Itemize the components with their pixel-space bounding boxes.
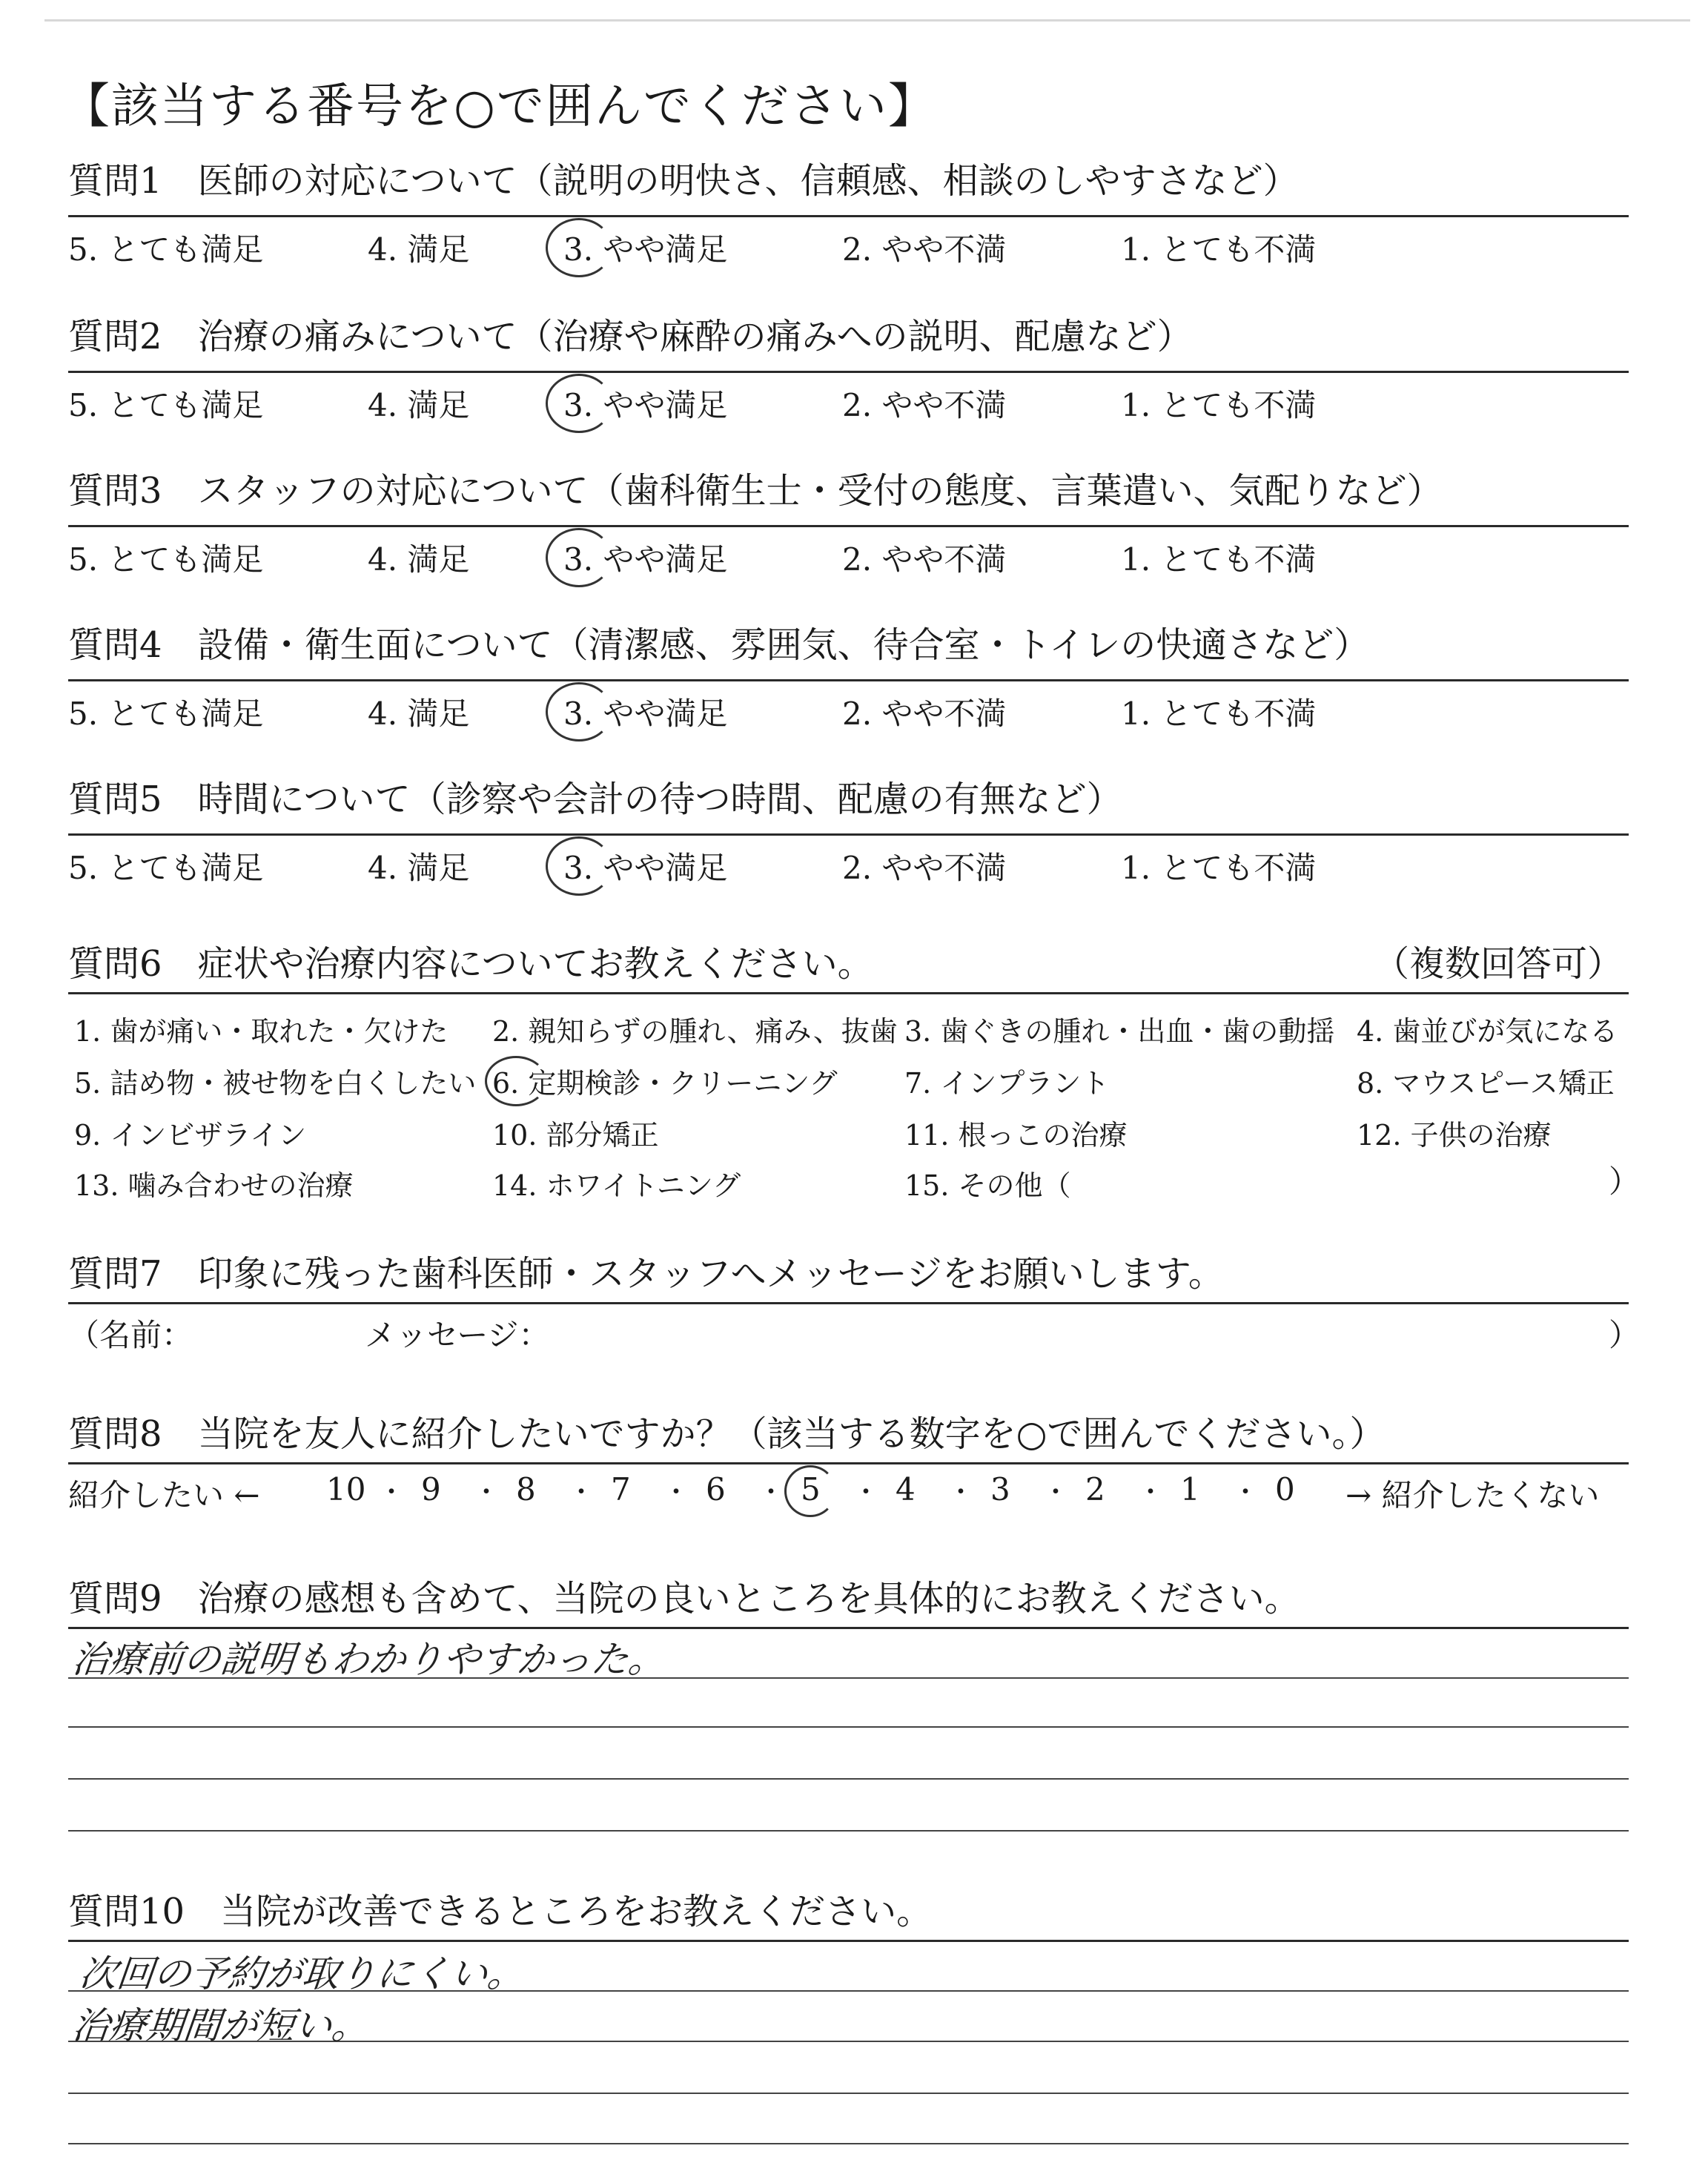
q1-option-4[interactable]: 4. 満足 — [368, 231, 470, 268]
q5-title-row — [68, 771, 1629, 829]
q1-label: 質問1 医師の対応について（説明の明快さ、信頼感、相談のしやすさなど） — [68, 160, 1299, 202]
q9-answer-line-2 — [68, 1726, 1629, 1728]
q2-selection-circle — [546, 374, 612, 433]
q10-handwritten-answer-2: 治療期間が短い。 — [70, 2004, 371, 2047]
q2-option-1[interactable]: 1. とても不満 — [1121, 387, 1317, 423]
q8-scale-separator: ・ — [663, 1477, 690, 1507]
q4-title-row — [68, 617, 1629, 675]
q6-title-row — [68, 936, 1629, 994]
q5-option-2[interactable]: 2. やや不満 — [842, 850, 1007, 886]
q4-rule — [68, 679, 1629, 681]
q10-answer-line-3 — [68, 2093, 1629, 2094]
q3-title-row — [68, 463, 1629, 521]
q8-scale-7[interactable]: 7 — [611, 1471, 631, 1507]
q2-option-3[interactable]: 3. やや満足 — [563, 387, 728, 423]
q1-option-5[interactable]: 5. とても満足 — [68, 231, 264, 268]
q9-handwritten-answer: 治療前の説明もわかりやすかった。 — [70, 1638, 668, 1681]
q8-label: 質問8 当院を友人に紹介したいですか？（該当する数字を○で囲んでください。） — [68, 1413, 1386, 1455]
q9-answer-line-4 — [68, 1830, 1629, 1832]
q3-selection-circle — [546, 528, 612, 587]
q1-rule — [68, 215, 1629, 217]
q8-left-label: 紹介したい ← — [68, 1477, 260, 1513]
q5-selection-circle — [546, 836, 612, 896]
q8-scale-separator: ・ — [1232, 1477, 1260, 1507]
q8-scale-9[interactable]: 9 — [421, 1471, 441, 1507]
q6-close-paren: ） — [1609, 1163, 1641, 1200]
q8-scale-separator: ・ — [853, 1477, 880, 1507]
q6-note: （複数回答可） — [1373, 943, 1623, 985]
q7-rule — [68, 1302, 1629, 1304]
q6-option-9[interactable]: 9. インビザライン — [74, 1119, 307, 1152]
q9-answer-line-3 — [68, 1778, 1629, 1780]
q4-option-5[interactable]: 5. とても満足 — [68, 696, 264, 732]
q3-label: 質問3 スタッフの対応について（歯科衛生士・受付の態度、言葉遣い、気配りなど） — [68, 470, 1443, 512]
top-border — [44, 19, 1690, 22]
q1-title-row — [68, 153, 1629, 211]
q6-option-5[interactable]: 5. 詰め物・被せ物を白くしたい — [74, 1067, 477, 1100]
q5-option-3[interactable]: 3. やや満足 — [563, 850, 728, 886]
q2-label: 質問2 治療の痛みについて（治療や麻酔の痛みへの説明、配慮など） — [68, 316, 1193, 357]
q6-option-10[interactable]: 10. 部分矯正 — [492, 1119, 659, 1152]
q6-option-8[interactable]: 8. マウスピース矯正 — [1357, 1067, 1615, 1100]
q5-option-5[interactable]: 5. とても満足 — [68, 850, 264, 886]
q4-option-1[interactable]: 1. とても不満 — [1121, 696, 1317, 732]
q6-option-13[interactable]: 13. 噛み合わせの治療 — [74, 1169, 354, 1202]
q9-title-row — [68, 1571, 1629, 1628]
q6-option-11[interactable]: 11. 根っこの治療 — [904, 1119, 1128, 1152]
q2-option-5[interactable]: 5. とても満足 — [68, 387, 264, 423]
q8-scale-3[interactable]: 3 — [990, 1471, 1010, 1507]
q3-rule — [68, 525, 1629, 527]
q3-option-1[interactable]: 1. とても不満 — [1121, 541, 1317, 578]
q8-selection-circle — [784, 1465, 836, 1517]
q8-scale-separator: ・ — [1137, 1477, 1165, 1507]
q3-option-2[interactable]: 2. やや不満 — [842, 541, 1007, 578]
q6-rule — [68, 992, 1629, 994]
q8-scale-separator: ・ — [947, 1477, 975, 1507]
q7-message-label: メッセージ： — [365, 1317, 550, 1353]
q10-label: 質問10 当院が改善できるところをお教えください。 — [68, 1891, 933, 1932]
q10-rule — [68, 1940, 1629, 1942]
q7-close-paren: ） — [1609, 1317, 1641, 1353]
q6-option-12[interactable]: 12. 子供の治療 — [1357, 1119, 1552, 1152]
q6-option-4[interactable]: 4. 歯並びが気になる — [1357, 1015, 1618, 1048]
q1-option-1[interactable]: 1. とても不満 — [1121, 231, 1317, 268]
q8-scale-6[interactable]: 6 — [706, 1471, 726, 1507]
q6-option-7[interactable]: 7. インプラント — [904, 1067, 1110, 1100]
q8-scale-separator: ・ — [758, 1477, 785, 1507]
q6-selection-circle — [485, 1056, 547, 1106]
q8-scale-separator: ・ — [378, 1477, 406, 1507]
q8-scale-5[interactable]: 5 — [801, 1471, 821, 1507]
q10-title-row — [68, 1883, 1629, 1941]
q3-option-5[interactable]: 5. とても満足 — [68, 541, 264, 578]
q8-scale-separator: ・ — [473, 1477, 500, 1507]
q4-selection-circle — [546, 682, 612, 742]
q6-option-14[interactable]: 14. ホワイトニング — [492, 1169, 741, 1202]
form-header: 【該当する番号を○で囲んでください】 — [62, 79, 937, 134]
q10-answer-line-4 — [68, 2143, 1629, 2144]
q10-handwritten-answer-1: 次回の予約が取りにくい。 — [77, 1952, 527, 1995]
q7-title-row — [68, 1246, 1629, 1304]
q9-label: 質問9 治療の感想も含めて、当院の良いところを具体的にお教えください。 — [68, 1578, 1300, 1619]
q6-option-2[interactable]: 2. 親知らずの腫れ、痛み、抜歯 — [492, 1015, 898, 1048]
q8-rule — [68, 1462, 1629, 1464]
q7-name-label: （名前： — [68, 1317, 193, 1353]
q5-rule — [68, 833, 1629, 836]
q8-scale-8[interactable]: 8 — [516, 1471, 536, 1507]
q3-option-3[interactable]: 3. やや満足 — [563, 541, 728, 578]
q4-label: 質問4 設備・衛生面について（清潔感、雰囲気、待合室・トイレの快適さなど） — [68, 624, 1370, 666]
q8-scale-10[interactable]: 10 — [326, 1471, 366, 1507]
q6-option-6[interactable]: 6. 定期検診・クリーニング — [492, 1067, 838, 1100]
q6-option-3[interactable]: 3. 歯ぐきの腫れ・出血・歯の動揺 — [904, 1015, 1335, 1048]
q8-right-label: → 紹介したくない — [1345, 1477, 1600, 1513]
q7-label: 質問7 印象に残った歯科医師・スタッフへメッセージをお願いします。 — [68, 1253, 1224, 1295]
q2-title-row — [68, 308, 1629, 366]
q2-option-2[interactable]: 2. やや不満 — [842, 387, 1007, 423]
q6-option-1[interactable]: 1. 歯が痛い・取れた・欠けた — [74, 1015, 448, 1048]
q9-rule — [68, 1627, 1629, 1629]
q4-option-3[interactable]: 3. やや満足 — [563, 696, 728, 732]
q8-title-row — [68, 1406, 1629, 1464]
q1-option-2[interactable]: 2. やや不満 — [842, 231, 1007, 268]
q5-option-4[interactable]: 4. 満足 — [368, 850, 470, 886]
q8-scale-4[interactable]: 4 — [896, 1471, 916, 1507]
q8-scale-0[interactable]: 0 — [1275, 1471, 1295, 1507]
q1-selection-circle — [546, 218, 612, 277]
q8-scale-2[interactable]: 2 — [1085, 1471, 1105, 1507]
q5-label: 質問5 時間について（診察や会計の待つ時間、配慮の有無など） — [68, 779, 1122, 820]
q4-option-2[interactable]: 2. やや不満 — [842, 696, 1007, 732]
q8-scale-1[interactable]: 1 — [1180, 1471, 1200, 1507]
q2-option-4[interactable]: 4. 満足 — [368, 387, 470, 423]
q8-scale-separator: ・ — [568, 1477, 595, 1507]
q2-rule — [68, 371, 1629, 373]
q4-option-4[interactable]: 4. 満足 — [368, 696, 470, 732]
q6-label: 質問6 症状や治療内容についてお教えください。 — [68, 943, 873, 985]
q3-option-4[interactable]: 4. 満足 — [368, 541, 470, 578]
q8-scale-separator: ・ — [1042, 1477, 1070, 1507]
q1-option-3[interactable]: 3. やや満足 — [563, 231, 728, 268]
q5-option-1[interactable]: 1. とても不満 — [1121, 850, 1317, 886]
q6-option-15[interactable]: 15. その他（ — [904, 1169, 1071, 1202]
